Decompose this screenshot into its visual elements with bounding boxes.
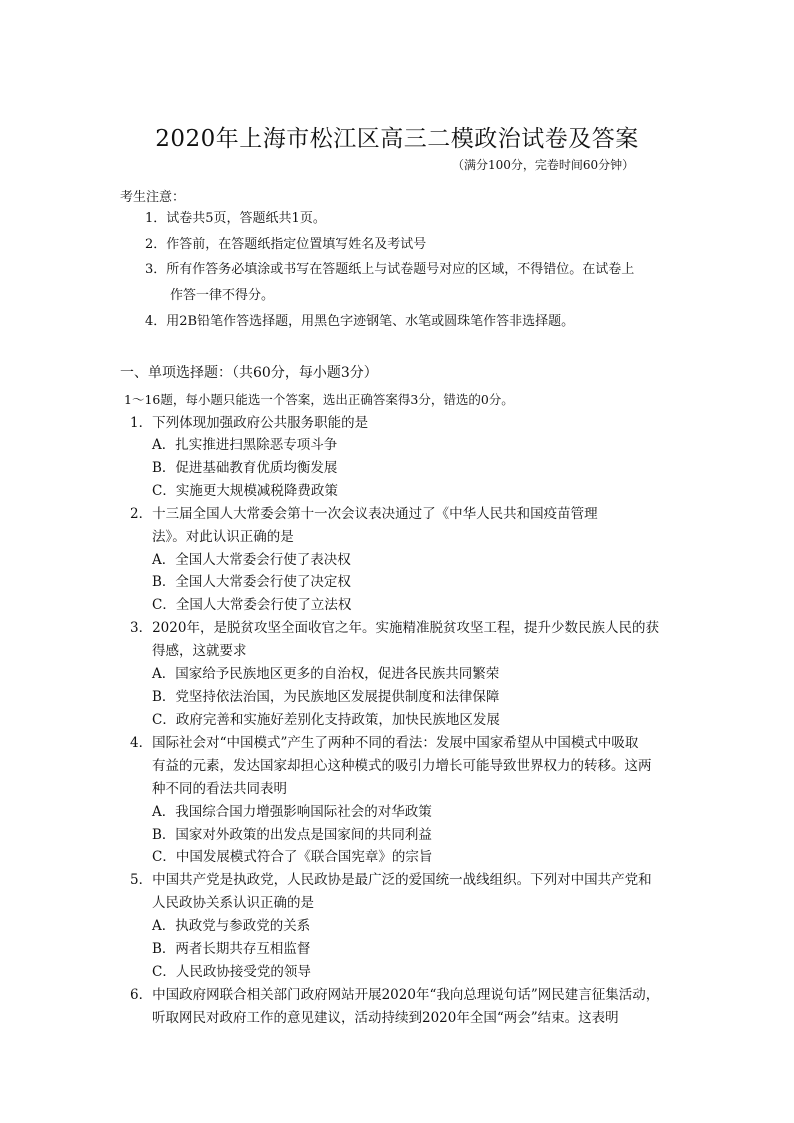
answer-option: A．扎实推进扫黑除恶专项斗争: [152, 437, 338, 453]
notice-item: 1．试卷共5页，答题纸共1页。: [145, 211, 326, 226]
answer-option: B．两者长期共存互相监督: [152, 941, 311, 957]
notice-item-continuation: 作答一律不得分。: [170, 288, 275, 303]
answer-option: B．促进基础教育优质均衡发展: [152, 460, 338, 476]
section-instruction: 1～16题，每小题只能选一个答案，选出正确答案得3分，错选的0分。: [124, 392, 514, 407]
answer-option: C．政府完善和实施好差别化支持政策，加快民族地区发展: [152, 712, 500, 728]
question-stem: 3．2020年，是脱贫攻坚全面收官之年。实施精准脱贫攻坚工程，提升少数民族人民的获: [130, 620, 659, 636]
answer-option: C．人民政协接受党的领导: [152, 964, 311, 980]
answer-option: C．中国发展模式符合了《联合国宪章》的宗旨: [152, 849, 433, 865]
question-stem: 4．国际社会对“中国模式”产生了两种不同的看法：发展中国家希望从中国模式中吸取: [130, 735, 639, 751]
answer-option: C．实施更大规模减税降费政策: [152, 483, 338, 499]
notice-item: 2．作答前，在答题纸指定位置填写姓名及考试号: [145, 237, 427, 252]
exam-info: （满分100分，完卷时间60分钟）: [452, 158, 635, 172]
answer-option: B．党坚持依法治国，为民族地区发展提供制度和法律保障: [152, 689, 500, 705]
answer-option: A．国家给予民族地区更多的自治权，促进各民族共同繁荣: [152, 666, 500, 682]
answer-option: A．全国人大常委会行使了表决权: [152, 552, 351, 568]
question-stem: 6．中国政府网联合相关部门政府网站开展2020年“我向总理说句话”网民建言征集活动，: [130, 987, 660, 1003]
question-stem-continuation: 人民政协关系认识正确的是: [152, 895, 314, 911]
question-stem-continuation: 得感，这就要求: [152, 643, 247, 659]
question-stem-continuation: 法》。对此认识正确的是: [152, 529, 294, 545]
answer-option: B．国家对外政策的出发点是国家间的共同利益: [152, 827, 432, 843]
notice-heading: 考生注意：: [120, 190, 186, 205]
question-stem: 5．中国共产党是执政党，人民政协是最广泛的爱国统一战线组织。下列对中国共产党和: [130, 872, 652, 888]
answer-option: A．执政党与参政党的关系: [152, 918, 311, 934]
page-title: 2020年上海市松江区高三二模政治试卷及答案: [155, 126, 639, 152]
question-stem-continuation: 种不同的看法共同表明: [152, 781, 287, 797]
question-stem-continuation: 有益的元素，发达国家却担心这种模式的吸引力增长可能导致世界权力的转移。这两: [152, 758, 652, 774]
question-stem: 2．十三届全国人大常委会第十一次会议表决通过了《中华人民共和国疫苗管理: [130, 506, 598, 522]
notice-item: 4．用2B铅笔作答选择题，用黑色字迹钢笔、水笔或圆珠笔作答非选择题。: [145, 314, 575, 329]
section-heading: 一、单项选择题：（共60分，每小题3分）: [120, 365, 378, 381]
answer-option: B．全国人大常委会行使了决定权: [152, 574, 351, 590]
question-stem: 1．下列体现加强政府公共服务职能的是: [130, 415, 369, 431]
notice-item: 3．所有作答务必填涂或书写在答题纸上与试卷题号对应的区域，不得错位。在试卷上: [145, 262, 635, 277]
question-stem-continuation: 听取网民对政府工作的意见建议，活动持续到2020年全国“两会”结束。这表明: [152, 1010, 619, 1026]
answer-option: A．我国综合国力增强影响国际社会的对华政策: [152, 804, 432, 820]
answer-option: C．全国人大常委会行使了立法权: [152, 597, 352, 613]
